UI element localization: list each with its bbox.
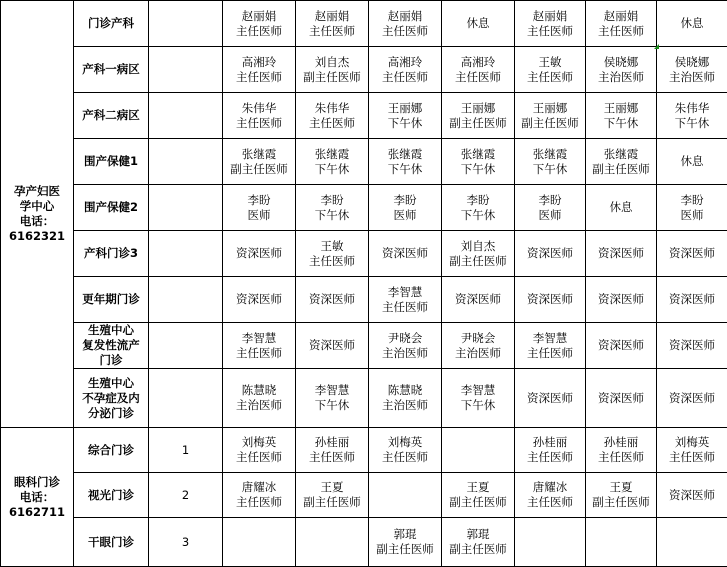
clinic-name-cell — [74, 93, 149, 139]
clinic-name-line: 分泌门诊 — [74, 406, 148, 421]
doctor-title: 主任医师 — [515, 346, 585, 361]
clinic-name-cell — [74, 473, 149, 518]
doctor-cell — [586, 47, 657, 93]
clinic-name-line: 产科一病区 — [74, 62, 148, 77]
doctor-cell — [369, 93, 442, 139]
doctor-name: 刘自杰 — [296, 55, 368, 70]
doctor-cell — [515, 428, 586, 473]
doctor-title: 下午休 — [296, 208, 368, 223]
doctor-cell — [515, 185, 586, 231]
doctor-name: 资深医师 — [657, 338, 727, 353]
table-row — [1, 428, 727, 473]
doctor-title: 主任医师 — [369, 450, 441, 465]
doctor-title: 下午休 — [442, 162, 514, 177]
clinic-name-cell — [74, 185, 149, 231]
doctor-title: 下午休 — [442, 398, 514, 413]
doctor-title: 副主任医师 — [586, 495, 656, 510]
clinic-name-line: 产科二病区 — [74, 108, 148, 123]
doctor-cell — [515, 369, 586, 428]
doctor-name: 张继霞 — [442, 147, 514, 162]
doctor-name: 孙桂丽 — [515, 435, 585, 450]
doctor-title: 下午休 — [369, 116, 441, 131]
doctor-cell — [369, 231, 442, 277]
doctor-cell — [223, 231, 296, 277]
table-row — [1, 369, 727, 428]
doctor-cell — [369, 139, 442, 185]
doctor-cell — [586, 428, 657, 473]
doctor-name: 资深医师 — [296, 338, 368, 353]
doctor-name: 王夏 — [442, 480, 514, 495]
doctor-title: 主任医师 — [296, 116, 368, 131]
doctor-cell — [515, 47, 586, 93]
doctor-cell — [223, 139, 296, 185]
doctor-cell — [442, 93, 515, 139]
doctor-cell — [586, 369, 657, 428]
clinic-name-line: 干眼门诊 — [74, 535, 148, 550]
doctor-cell — [515, 93, 586, 139]
doctor-cell — [515, 277, 586, 323]
doctor-name: 张继霞 — [223, 147, 295, 162]
doctor-cell — [515, 518, 586, 567]
doctor-name: 陈慧晓 — [369, 383, 441, 398]
doctor-title: 医师 — [223, 208, 295, 223]
doctor-title: 主任医师 — [515, 495, 585, 510]
department-name-line: 孕产妇医 — [1, 184, 73, 199]
clinic-number-cell — [149, 185, 223, 231]
doctor-title: 下午休 — [296, 398, 368, 413]
doctor-name: 资深医师 — [515, 246, 585, 261]
clinic-number-cell — [149, 139, 223, 185]
doctor-name: 资深医师 — [515, 391, 585, 406]
clinic-name-line: 生殖中心 — [74, 323, 148, 338]
table-row — [1, 518, 727, 567]
doctor-name: 张继霞 — [515, 147, 585, 162]
doctor-name: 王敏 — [515, 55, 585, 70]
doctor-cell — [586, 1, 657, 47]
doctor-cell — [369, 1, 442, 47]
doctor-name: 资深医师 — [657, 391, 727, 406]
doctor-cell — [369, 473, 442, 518]
doctor-name: 李智慧 — [442, 383, 514, 398]
clinic-number-cell — [149, 277, 223, 323]
doctor-name: 李盼 — [515, 193, 585, 208]
doctor-name: 资深医师 — [586, 338, 656, 353]
doctor-title: 下午休 — [586, 116, 656, 131]
clinic-name-cell — [74, 47, 149, 93]
clinic-number-cell — [149, 369, 223, 428]
doctor-cell — [442, 473, 515, 518]
doctor-name: 刘梅英 — [223, 435, 295, 450]
doctor-cell — [223, 47, 296, 93]
table-row — [1, 47, 727, 93]
doctor-name: 王丽娜 — [442, 101, 514, 116]
doctor-cell — [223, 428, 296, 473]
clinic-name-cell — [74, 518, 149, 567]
doctor-title: 主治医师 — [223, 398, 295, 413]
doctor-name: 赵丽娟 — [369, 9, 441, 24]
doctor-title: 主任医师 — [515, 450, 585, 465]
doctor-title: 主治医师 — [369, 346, 441, 361]
department-name-line: 电话： — [1, 214, 73, 229]
department-name-line: 6162321 — [1, 229, 73, 244]
clinic-number-cell — [149, 231, 223, 277]
doctor-name: 尹晓会 — [442, 331, 514, 346]
doctor-cell — [442, 518, 515, 567]
clinic-name-cell — [74, 1, 149, 47]
doctor-cell — [657, 277, 727, 323]
doctor-cell — [369, 47, 442, 93]
doctor-name: 朱伟华 — [223, 101, 295, 116]
doctor-name: 唐耀冰 — [223, 480, 295, 495]
doctor-name: 朱伟华 — [296, 101, 368, 116]
doctor-cell — [515, 323, 586, 369]
doctor-name: 李盼 — [369, 193, 441, 208]
doctor-title: 主任医师 — [223, 116, 295, 131]
doctor-title: 主任医师 — [515, 24, 585, 39]
doctor-name: 王夏 — [586, 480, 656, 495]
doctor-cell — [657, 323, 727, 369]
doctor-cell — [369, 185, 442, 231]
doctor-cell — [223, 93, 296, 139]
doctor-cell — [296, 231, 369, 277]
clinic-name-line: 综合门诊 — [74, 443, 148, 458]
doctor-cell — [223, 369, 296, 428]
clinic-name-cell — [74, 277, 149, 323]
clinic-name-line: 不孕症及内 — [74, 391, 148, 406]
doctor-name: 赵丽娟 — [515, 9, 585, 24]
clinic-number-cell: 1 — [149, 428, 223, 473]
doctor-title: 副主任医师 — [442, 495, 514, 510]
cell-comment-marker — [654, 44, 659, 49]
doctor-title: 主任医师 — [515, 70, 585, 85]
doctor-name: 资深医师 — [657, 246, 727, 261]
doctor-title: 主任医师 — [223, 70, 295, 85]
doctor-title: 下午休 — [515, 162, 585, 177]
doctor-title: 医师 — [515, 208, 585, 223]
doctor-name: 资深医师 — [515, 292, 585, 307]
doctor-name: 休息 — [657, 16, 727, 31]
doctor-title: 主任医师 — [223, 24, 295, 39]
doctor-cell — [586, 323, 657, 369]
doctor-title: 主任医师 — [657, 450, 727, 465]
doctor-cell — [657, 93, 727, 139]
clinic-number-cell — [149, 323, 223, 369]
doctor-name: 李盼 — [442, 193, 514, 208]
doctor-cell — [657, 369, 727, 428]
doctor-title: 主任医师 — [223, 346, 295, 361]
clinic-name-cell — [74, 428, 149, 473]
doctor-cell — [586, 93, 657, 139]
table-row — [1, 473, 727, 518]
doctor-title: 主治医师 — [657, 70, 727, 85]
doctor-cell — [442, 428, 515, 473]
doctor-name: 资深医师 — [657, 292, 727, 307]
doctor-cell — [657, 518, 727, 567]
doctor-cell — [296, 185, 369, 231]
doctor-cell — [296, 323, 369, 369]
doctor-title: 主任医师 — [586, 450, 656, 465]
clinic-number-cell — [149, 1, 223, 47]
doctor-cell — [515, 1, 586, 47]
clinic-name-cell — [74, 323, 149, 369]
doctor-cell — [296, 93, 369, 139]
clinic-number-cell: 2 — [149, 473, 223, 518]
doctor-name: 资深医师 — [586, 391, 656, 406]
department-name-line: 电话： — [1, 490, 73, 505]
doctor-title: 副主任医师 — [296, 70, 368, 85]
doctor-name: 王丽娜 — [369, 101, 441, 116]
doctor-cell — [515, 473, 586, 518]
doctor-name: 李智慧 — [223, 331, 295, 346]
doctor-cell — [586, 473, 657, 518]
doctor-cell — [369, 428, 442, 473]
table-row — [1, 93, 727, 139]
doctor-name: 刘梅英 — [657, 435, 727, 450]
doctor-name: 张继霞 — [296, 147, 368, 162]
department-name-line: 眼科门诊 — [1, 475, 73, 490]
doctor-title: 下午休 — [296, 162, 368, 177]
doctor-cell — [296, 277, 369, 323]
doctor-name: 李盼 — [223, 193, 295, 208]
table-row — [1, 139, 727, 185]
doctor-cell — [657, 139, 727, 185]
doctor-title: 副主任医师 — [515, 116, 585, 131]
doctor-title: 下午休 — [657, 116, 727, 131]
doctor-name: 休息 — [657, 154, 727, 169]
doctor-cell — [657, 47, 727, 93]
doctor-name: 张继霞 — [369, 147, 441, 162]
doctor-cell — [223, 518, 296, 567]
clinic-name-line: 生殖中心 — [74, 376, 148, 391]
doctor-name: 王丽娜 — [515, 101, 585, 116]
doctor-cell — [657, 231, 727, 277]
doctor-title: 副主任医师 — [223, 162, 295, 177]
doctor-title: 主任医师 — [442, 70, 514, 85]
department-cell — [1, 1, 74, 428]
doctor-cell — [657, 473, 727, 518]
doctor-name: 休息 — [586, 200, 656, 215]
doctor-name: 刘梅英 — [369, 435, 441, 450]
doctor-title: 主任医师 — [296, 24, 368, 39]
clinic-name-line: 门诊 — [74, 353, 148, 368]
doctor-title: 主任医师 — [369, 24, 441, 39]
table-row — [1, 323, 727, 369]
doctor-cell — [223, 473, 296, 518]
doctor-name: 高湘玲 — [223, 55, 295, 70]
clinic-number-cell — [149, 47, 223, 93]
doctor-cell — [442, 47, 515, 93]
doctor-name: 资深医师 — [586, 292, 656, 307]
clinic-name-line: 产科门诊3 — [74, 246, 148, 261]
clinic-name-line: 视光门诊 — [74, 488, 148, 503]
doctor-cell — [369, 323, 442, 369]
doctor-name: 王敏 — [296, 239, 368, 254]
doctor-cell — [657, 185, 727, 231]
doctor-title: 下午休 — [442, 208, 514, 223]
department-name-line: 学中心 — [1, 199, 73, 214]
doctor-cell — [296, 473, 369, 518]
doctor-cell — [657, 428, 727, 473]
doctor-cell — [442, 231, 515, 277]
doctor-cell — [442, 277, 515, 323]
doctor-name: 王夏 — [296, 480, 368, 495]
doctor-cell — [442, 185, 515, 231]
doctor-title: 主任医师 — [369, 300, 441, 315]
doctor-cell — [586, 518, 657, 567]
doctor-title: 主任医师 — [223, 495, 295, 510]
clinic-name-line: 围产保健1 — [74, 154, 148, 169]
clinic-name-line: 更年期门诊 — [74, 292, 148, 307]
doctor-title: 主治医师 — [369, 398, 441, 413]
doctor-name: 王丽娜 — [586, 101, 656, 116]
doctor-title: 医师 — [657, 208, 727, 223]
doctor-title: 下午休 — [369, 162, 441, 177]
table-row — [1, 231, 727, 277]
doctor-title: 副主任医师 — [442, 254, 514, 269]
doctor-name: 李智慧 — [515, 331, 585, 346]
doctor-title: 主任医师 — [223, 450, 295, 465]
department-name-line: 6162711 — [1, 505, 73, 520]
clinic-name-cell — [74, 139, 149, 185]
doctor-name: 郭琨 — [369, 527, 441, 542]
doctor-name: 侯晓娜 — [586, 55, 656, 70]
doctor-name: 资深医师 — [223, 246, 295, 261]
doctor-name: 高湘玲 — [369, 55, 441, 70]
clinic-name-line: 围产保健2 — [74, 200, 148, 215]
doctor-name: 赵丽娟 — [296, 9, 368, 24]
table-row — [1, 185, 727, 231]
doctor-cell — [586, 277, 657, 323]
clinic-number-cell — [149, 93, 223, 139]
doctor-name: 资深医师 — [296, 292, 368, 307]
doctor-cell — [586, 231, 657, 277]
doctor-name: 张继霞 — [586, 147, 656, 162]
doctor-name: 李盼 — [296, 193, 368, 208]
doctor-cell — [369, 277, 442, 323]
doctor-title: 主任医师 — [296, 450, 368, 465]
doctor-name: 资深医师 — [442, 292, 514, 307]
doctor-name: 李盼 — [657, 193, 727, 208]
doctor-name: 资深医师 — [369, 246, 441, 261]
table-row — [1, 1, 727, 47]
doctor-cell — [369, 369, 442, 428]
doctor-name: 资深医师 — [586, 246, 656, 261]
doctor-title: 副主任医师 — [586, 162, 656, 177]
doctor-name: 侯晓娜 — [657, 55, 727, 70]
doctor-name: 李智慧 — [296, 383, 368, 398]
doctor-cell — [442, 323, 515, 369]
schedule-body — [1, 1, 727, 567]
doctor-cell — [657, 1, 727, 47]
doctor-name: 唐耀冰 — [515, 480, 585, 495]
doctor-cell — [296, 139, 369, 185]
clinic-name-cell — [74, 231, 149, 277]
doctor-title: 副主任医师 — [296, 495, 368, 510]
doctor-title: 副主任医师 — [442, 542, 514, 557]
doctor-cell — [586, 139, 657, 185]
doctor-title: 主治医师 — [586, 70, 656, 85]
doctor-cell — [369, 518, 442, 567]
doctor-name: 孙桂丽 — [296, 435, 368, 450]
doctor-name: 高湘玲 — [442, 55, 514, 70]
doctor-name: 李智慧 — [369, 285, 441, 300]
doctor-name: 孙桂丽 — [586, 435, 656, 450]
doctor-cell — [296, 369, 369, 428]
doctor-name: 休息 — [442, 16, 514, 31]
doctor-name: 朱伟华 — [657, 101, 727, 116]
doctor-cell — [515, 139, 586, 185]
doctor-cell — [442, 1, 515, 47]
doctor-cell — [586, 185, 657, 231]
doctor-cell — [296, 47, 369, 93]
doctor-title: 主任医师 — [369, 70, 441, 85]
doctor-name: 刘自杰 — [442, 239, 514, 254]
doctor-title: 主治医师 — [442, 346, 514, 361]
doctor-cell — [442, 139, 515, 185]
doctor-title: 主任医师 — [296, 254, 368, 269]
doctor-cell — [515, 231, 586, 277]
doctor-title: 医师 — [369, 208, 441, 223]
doctor-name: 尹晓会 — [369, 331, 441, 346]
doctor-cell — [296, 1, 369, 47]
clinic-name-cell — [74, 369, 149, 428]
doctor-title: 副主任医师 — [369, 542, 441, 557]
clinic-name-line: 复发性流产 — [74, 338, 148, 353]
department-cell — [1, 428, 74, 567]
doctor-name: 资深医师 — [223, 292, 295, 307]
doctor-cell — [223, 1, 296, 47]
doctor-name: 资深医师 — [657, 488, 727, 503]
doctor-name: 赵丽娟 — [586, 9, 656, 24]
doctor-cell — [296, 518, 369, 567]
doctor-name: 陈慧晓 — [223, 383, 295, 398]
doctor-cell — [223, 185, 296, 231]
doctor-cell — [296, 428, 369, 473]
clinic-name-line: 门诊产科 — [74, 16, 148, 31]
doctor-title: 主任医师 — [586, 24, 656, 39]
doctor-cell — [442, 369, 515, 428]
clinic-number-cell: 3 — [149, 518, 223, 567]
doctor-name: 赵丽娟 — [223, 9, 295, 24]
doctor-cell — [223, 277, 296, 323]
doctor-cell — [223, 323, 296, 369]
doctor-name: 郭琨 — [442, 527, 514, 542]
doctor-title: 副主任医师 — [442, 116, 514, 131]
table-row — [1, 277, 727, 323]
